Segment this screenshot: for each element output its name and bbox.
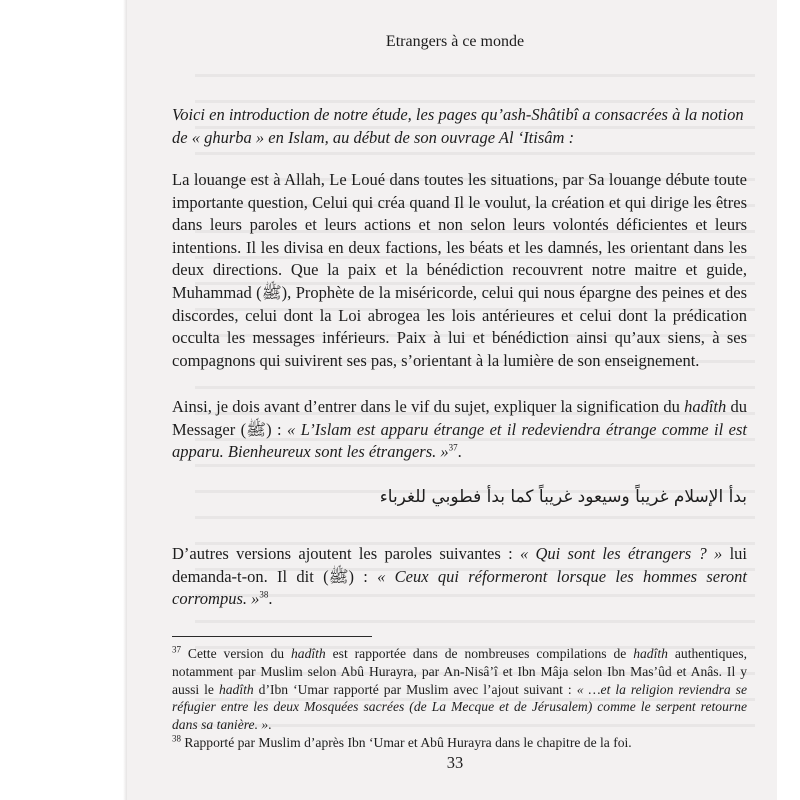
p3-text-b: lui demanda-t-on. Il dit (ﷺ) :	[172, 544, 747, 586]
paragraph-versions	[172, 543, 747, 611]
p2-text-b: du Messager (ﷺ) :	[172, 397, 748, 439]
page-number: 33	[446, 753, 464, 772]
fn37-quote: « …et la religion reviendra se réfugier entre les deux Mosquées sacrées (de La Mecque et de Jérusalem) comme le serpent retourne dans sa tanière. »	[172, 681, 748, 733]
footnote-divider	[172, 636, 372, 637]
p2-text-a: Ainsi, je dois avant d’entrer dans le vif du sujet, expliquer la signification du	[172, 397, 685, 416]
arabic-hadith: بدأ الإسلام غريباً وسيعود غريباً كما بدأ فطوبي للغرباء	[379, 487, 747, 507]
footnote-37	[172, 645, 747, 734]
fn37-hadith-1: hadîth	[290, 646, 326, 661]
footnote-38-number: 38	[172, 733, 181, 744]
fn37-text-a: Cette version du	[181, 646, 291, 661]
footnote-ref-37: 37	[448, 442, 458, 453]
fn37-text-d: d’Ibn ‘Umar rapporté par Muslim avec l’ajout suivant :	[253, 681, 577, 697]
paragraph-louange: La louange est à Allah, Le Loué dans toutes les situations, par Sa louange débute toute importante question, Celui qui créa quand Il le voulut, la création et qui dirige les êtres dans leurs paroles et leurs actions et non selon leurs volontés déficientes et leurs intentions. Il les divisa en deux factions, les béats et les damnés, les orientant dans les deux directions. Que la paix et la bénédiction recouvrent notre maitre et guide, Muhammad (ﷺ), Prophète de la miséricorde, celui qui nous épargne des peines et des discordes, celui dont la Loi abrogea les lois antérieures et celui dont la prédication occulta les messages inférieurs. Paix à lui et bénédiction ainsi qu’aux siens, à ses compagnons qui suivirent ses pas, s’orientant à la lumière de son enseignement.	[172, 170, 747, 370]
footnote-37-number: 37	[172, 644, 181, 655]
paragraph-hadith	[172, 396, 747, 464]
p3-text-a: D’autres versions ajoutent les paroles suivantes :	[172, 544, 520, 563]
p2-end: .	[457, 442, 462, 462]
fn37-hadith-2: hadîth	[633, 646, 668, 661]
fn37-text-b: est rapportée dans de nombreuses compilations de	[325, 646, 634, 661]
fn37-hadith-3: hadîth	[218, 681, 254, 697]
fn38-text: Rapporté par Muslim d’après Ibn ‘Umar et Abû Hurayra dans le chapitre de la foi.	[181, 734, 632, 750]
p3-quote-1: « Qui sont les étrangers ? »	[519, 544, 723, 563]
footnote-38	[172, 734, 747, 752]
p3-end: .	[268, 589, 273, 609]
fn37-text-c: authentiques, notamment par Muslim selon Abû Hurayra, par An-Nisâ’î et Ibn Mâja selon Ibn Mas’ûd et Anâs. Il y aussi le	[172, 646, 747, 697]
p2-quote: « L’Islam est apparu étrange et il redeviendra étrange comme il est apparu. Bienheureux sont les étrangers. »	[172, 419, 747, 462]
running-title: Etrangers à ce monde	[385, 33, 525, 50]
footnotes	[172, 645, 747, 752]
intro-paragraph: Voici en introduction de notre étude, les pages qu’ash-Shâtibî a consacrées à la notion de « ghurba » en Islam, au début de son ouvrage Al ‘Itisâm :	[172, 105, 744, 147]
p2-hadith-word: hadîth	[684, 397, 727, 416]
fn37-end: .	[268, 717, 272, 733]
p3-quote-2: « Ceux qui réformeront lorsque les hommes seront corrompus. »	[172, 566, 747, 609]
footnote-ref-38: 38	[259, 589, 269, 600]
